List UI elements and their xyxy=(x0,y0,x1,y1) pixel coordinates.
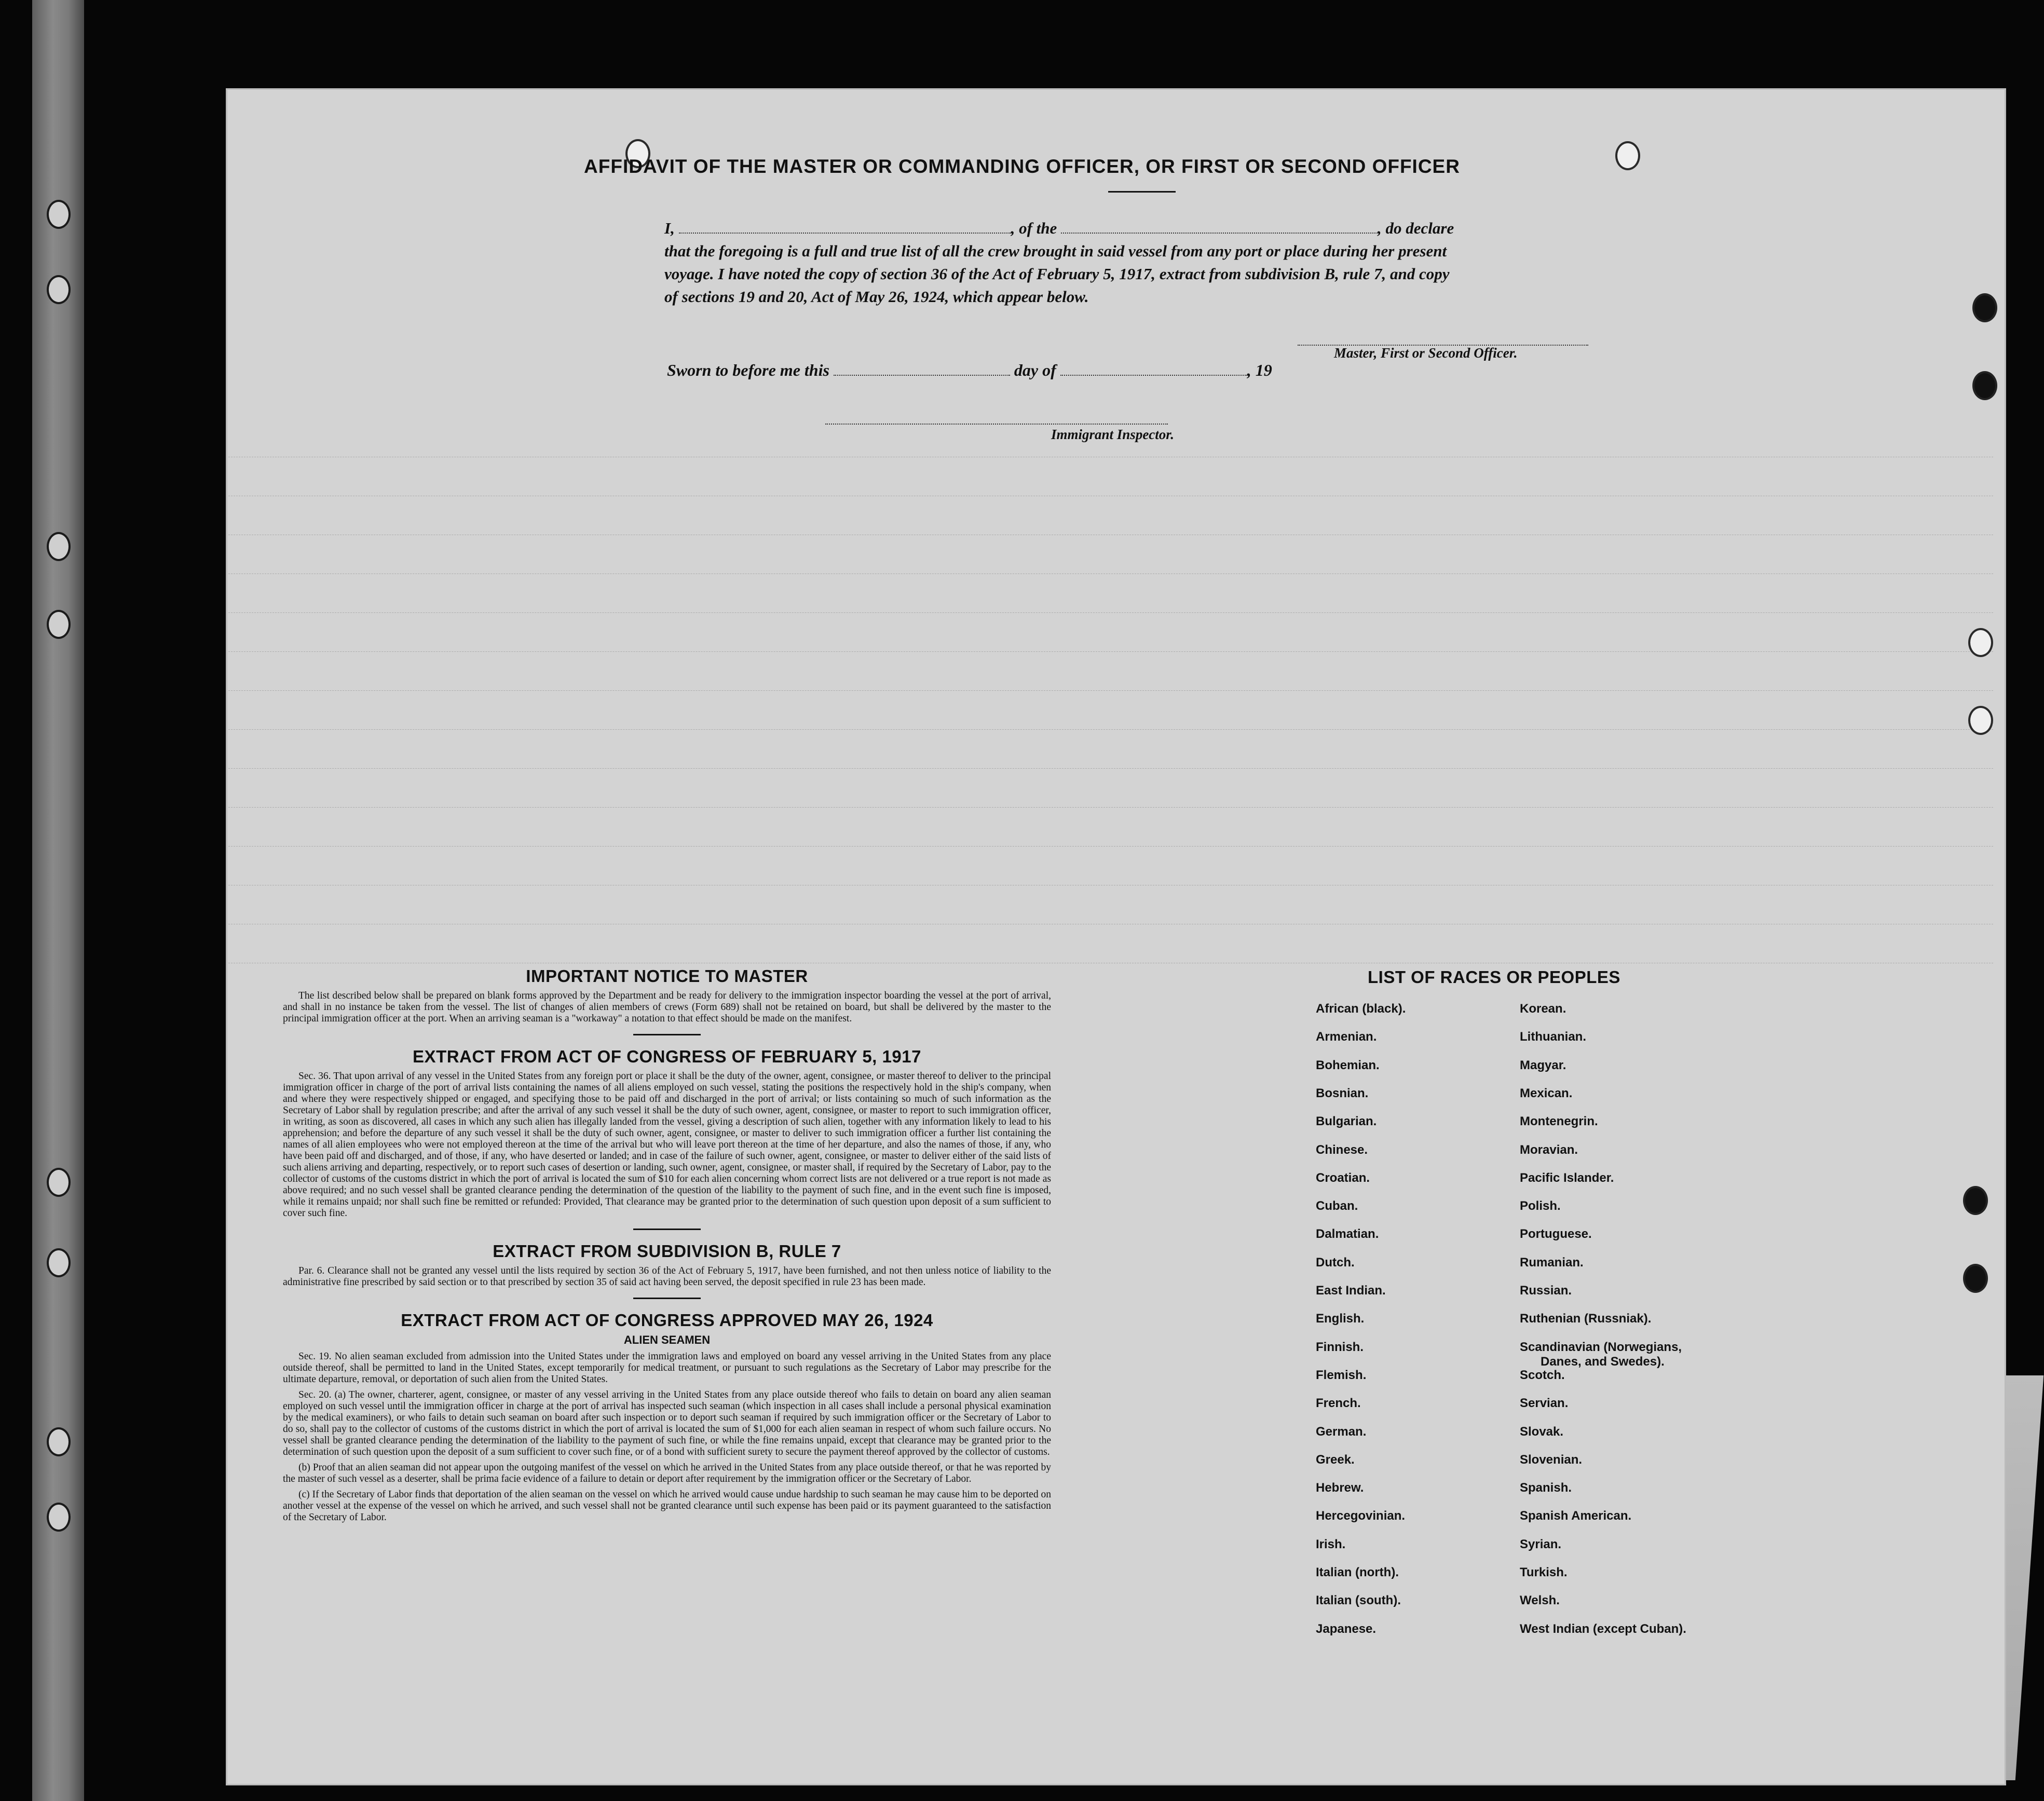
rule7-title: EXTRACT FROM SUBDIVISION B, RULE 7 xyxy=(493,1241,841,1261)
binder-hole xyxy=(47,1248,71,1277)
binder-hole xyxy=(47,1503,71,1532)
title-divider xyxy=(1108,191,1176,193)
section-divider xyxy=(633,1298,701,1299)
affidavit-statement xyxy=(664,217,1619,308)
rule7-text: Par. 6. Clearance shall not be granted any vessel until the lists required by section 36 of the Act of February 5, 1917, have been furnished, and not then unless notice of liability to the administrative fine prescribed by said section or to that prescribed by section 35 of said act having been served, the deposit specified in rule 23 has been made. xyxy=(283,1265,1051,1288)
race-item: Japanese. xyxy=(1316,1621,1377,1636)
legal-notices xyxy=(283,966,1051,1523)
race-item: Syrian. xyxy=(1520,1537,1562,1551)
binder-hole xyxy=(47,1427,71,1456)
race-item: Turkish. xyxy=(1520,1565,1568,1579)
race-item: German. xyxy=(1316,1424,1367,1439)
binder-hole xyxy=(47,200,71,229)
affidavit-line-3: voyage. I have noted the copy of section 36 of the Act of February 5, 1917, extract from subdivision B, rule 7, and copy xyxy=(664,265,1450,283)
binder-hole xyxy=(47,275,71,304)
extract-1924-sec20a: Sec. 20. (a) The owner, charterer, agent, consignee, or master of any vessel arriving in the United States from any place outside thereof who fails to detain on board any alien seaman employed on such vessel until the immigration officer in charge at the port of arrival has inspected such seaman (which inspection in all cases shall include a personal physical examination by the medical examiners), or who fails to detain such seaman on board after such inspection or to deport such seaman if required by such immigration officer or the Secretary of Labor to do so, shall pay to the collector of customs of the customs district in which the port of arrival is located the sum of $1,000 for each alien seaman in respect of whom such failure occurs. No vessel shall be granted clearance pending the determination of the liability to the payment of such fine, or while the fine remains unpaid, except that clearance may be granted prior to the determination of such question upon the deposit of a sum sufficient to cover such fine, or of a bond with sufficient surety to secure the payment thereof approved by the collector of customs. xyxy=(283,1389,1051,1457)
sworn-statement xyxy=(667,361,1272,380)
affidavit-title: AFFIDAVIT OF THE MASTER OR COMMANDING OFFICER, OR FIRST OR SECOND OFFICER xyxy=(584,156,1460,177)
extract-1924-sec20b: (b) Proof that an alien seaman did not appear upon the outgoing manifest of the vessel on which he arrived in the United States from any place outside thereof, or that he was reported by the master of such vessel as a deserter, shall be prima facie evidence of a failure to detain or deport after requirement by the immigration officer or the Secretary of Labor. xyxy=(283,1462,1051,1484)
punch-hole xyxy=(1968,628,1993,657)
affidavit-declare-label: , do declare xyxy=(1378,219,1454,237)
race-item: Hercegovinian. xyxy=(1316,1509,1406,1523)
race-item: Dalmatian. xyxy=(1316,1227,1379,1241)
section-divider xyxy=(633,1229,701,1230)
inspector-signature-label: Immigrant Inspector. xyxy=(1051,427,1175,442)
affidavit-line-4: of sections 19 and 20, Act of May 26, 1924, which appear below. xyxy=(664,288,1089,306)
sworn-date-field[interactable] xyxy=(834,362,1010,376)
punch-hole xyxy=(1963,1186,1988,1215)
notice-text: The list described below shall be prepared on blank forms approved by the Department and be ready for delivery to the immigration inspector boarding the vessel at the port of arrival, and shall in no instance be taken from the vessel. The list of changes of alien members of crews (Form 689) shall not be retained on board, but shall be delivered by the master to the principal immigration officer at the port. When an arriving seaman is a "workaway" a notation to that effect should be made on the manifest. xyxy=(283,990,1051,1024)
race-item: Italian (south). xyxy=(1316,1593,1401,1608)
affidavit-i-label: I, xyxy=(664,219,675,237)
race-item: Cuban. xyxy=(1316,1199,1358,1213)
races-title: LIST OF RACES OR PEOPLES xyxy=(1368,967,1620,987)
race-item: East Indian. xyxy=(1316,1284,1386,1298)
race-item: Magyar. xyxy=(1520,1058,1566,1072)
master-signature-label: Master, First or Second Officer. xyxy=(1334,345,1518,361)
race-item: Hebrew. xyxy=(1316,1481,1364,1495)
race-item: Bohemian. xyxy=(1316,1058,1380,1072)
extract-1917-title: EXTRACT FROM ACT OF CONGRESS OF FEBRUARY 5, 1917 xyxy=(413,1047,921,1066)
race-item: West Indian (except Cuban). xyxy=(1520,1621,1686,1636)
extract-1924-title: EXTRACT FROM ACT OF CONGRESS APPROVED MAY 26, 1924 xyxy=(401,1311,933,1330)
inspector-signature-line[interactable] xyxy=(825,411,1168,425)
race-item: Servian. xyxy=(1520,1396,1569,1411)
race-item: Ruthenian (Russniak). xyxy=(1520,1312,1652,1326)
race-item: Greek. xyxy=(1316,1452,1355,1467)
sworn-year: , 19 xyxy=(1247,361,1272,379)
race-item: Chinese. xyxy=(1316,1142,1368,1157)
punch-hole xyxy=(1963,1264,1988,1293)
race-item: Moravian. xyxy=(1520,1142,1578,1157)
race-item: Rumanian. xyxy=(1520,1255,1584,1270)
race-item: Slovak. xyxy=(1520,1424,1564,1439)
race-item: French. xyxy=(1316,1396,1361,1411)
race-item: Welsh. xyxy=(1520,1593,1560,1608)
master-signature-line[interactable] xyxy=(1298,332,1588,346)
race-item: Polish. xyxy=(1520,1199,1561,1213)
race-item: Slovenian. xyxy=(1520,1452,1583,1467)
race-item: Scandinavian (Norwegians, xyxy=(1520,1340,1682,1354)
race-item: Mexican. xyxy=(1520,1086,1573,1100)
binder-hole xyxy=(47,1168,71,1197)
extract-1924-sec19: Sec. 19. No alien seaman excluded from admission into the United States under the immigration laws and employed on board any vessel arriving in the United States from any place outside thereof, shall be permitted to land in the United States, except temporarily for medical treatment, or pursuant to such regulations as the Secretary of Labor may prescribe for the ultimate departure, removal, or deportation of such alien from the United States. xyxy=(283,1351,1051,1385)
race-item: Portuguese. xyxy=(1520,1227,1592,1241)
punch-hole xyxy=(1968,706,1993,735)
race-item: Bulgarian. xyxy=(1316,1114,1377,1129)
race-item: Finnish. xyxy=(1316,1340,1364,1354)
document-page xyxy=(226,88,2006,1785)
affidavit-line-2: that the foregoing is a full and true list of all the crew brought in said vessel from any port or place during her present xyxy=(664,242,1447,260)
officer-name-field[interactable] xyxy=(679,220,1011,234)
extract-1924-subtitle: ALIEN SEAMEN xyxy=(623,1333,711,1346)
race-item: Italian (north). xyxy=(1316,1565,1399,1579)
race-item: Montenegrin. xyxy=(1520,1114,1598,1129)
extract-1917-text: Sec. 36. That upon arrival of any vessel in the United States from any foreign port or place it shall be the duty of the owner, agent, consignee, or master thereof to deliver to the principal immigration officer in charge of the port of arrival lists containing the names of all aliens employed on such vessel, stating the positions the respectively hold in the ship's company, when and where they were respectively shipped or engaged, and specifying those to be paid off and discharged in the port of arrival; or lists containing so much of such information as the Secretary of Labor shall by regulation prescribe; and after the arrival of any such vessel it shall be the duty of such owner, agent, consignee, or master to report to such immigration officer, in writing, as soon as discovered, all cases in which any such alien has illegally landed from the vessel, giving a description of such alien, together with any information likely to lead to his apprehension; and before the departure of any such vessel it shall be the duty of such owner, agent, consignee, or master to deliver to such immigration officer a further list containing the names of all alien employees who were not employed thereon at the time of the arrival but who will leave port thereon at the time of her departure, and also the names of those, if any, who have been paid off and discharged, and of those, if any, who have deserted or landed; and in case of the failure of such owner, agent, consignee, or master to deliver either of the said lists of such aliens arriving and departing, respectively, or to report such cases of desertion or landing, such owner, agent, consignee, or master shall, if required by the Secretary of Labor, pay to the collector of customs of the customs district in which the port of arrival is located the sum of $10 for each alien concerning whom correct lists are not delivered or a true report is not made as above required; and no such vessel shall be granted clearance pending the determination of the question of the liability to the payment of such fine, and in the event such fine is imposed, while it remains unpaid; nor shall such fine be remitted or refunded: Provided, That clearance may be granted prior to the determination of such question upon deposit of a sum sufficient to cover such fine. xyxy=(283,1071,1051,1219)
binder-hole xyxy=(47,610,71,639)
race-item: English. xyxy=(1316,1312,1365,1326)
race-item: Pacific Islander. xyxy=(1520,1170,1614,1185)
race-item: Spanish. xyxy=(1520,1481,1572,1495)
punch-hole xyxy=(1972,293,1997,322)
affidavit-of-the-label: , of the xyxy=(1011,219,1057,237)
race-item: Irish. xyxy=(1316,1537,1346,1551)
race-item: Spanish American. xyxy=(1520,1509,1632,1523)
race-item: African (black). xyxy=(1316,1002,1406,1016)
punch-hole xyxy=(1972,371,1997,400)
race-item: Korean. xyxy=(1520,1002,1566,1016)
section-divider xyxy=(633,1034,701,1035)
race-item: Danes, and Swedes). xyxy=(1541,1354,1665,1369)
race-item: Bosnian. xyxy=(1316,1086,1369,1100)
race-item: Armenian. xyxy=(1316,1030,1377,1044)
race-item: Russian. xyxy=(1520,1284,1572,1298)
sworn-month-field[interactable] xyxy=(1060,362,1247,376)
race-item: Lithuanian. xyxy=(1520,1030,1586,1044)
sworn-prefix: Sworn to before me this xyxy=(667,361,829,379)
scanner-edge-strip xyxy=(32,0,84,1801)
race-item: Dutch. xyxy=(1316,1255,1355,1270)
vessel-name-field[interactable] xyxy=(1061,220,1378,234)
affidavit-line-1 xyxy=(664,217,1619,240)
extract-1924-sec20c: (c) If the Secretary of Labor finds that deportation of the alien seaman on the vessel on which he arrived would cause undue hardship to such seaman he may cause him to be deported on another vessel at the expense of the vessel on which he arrived, and such vessel shall not be granted clearance until such expense has been paid or its payment guaranteed to the satisfaction of the Secretary of Labor. xyxy=(283,1489,1051,1523)
race-item: Croatian. xyxy=(1316,1170,1370,1185)
sworn-day-of: day of xyxy=(1014,361,1056,379)
notice-title: IMPORTANT NOTICE TO MASTER xyxy=(526,966,808,986)
race-item: Flemish. xyxy=(1316,1368,1367,1382)
race-item: Scotch. xyxy=(1520,1368,1565,1382)
binder-hole xyxy=(47,532,71,561)
